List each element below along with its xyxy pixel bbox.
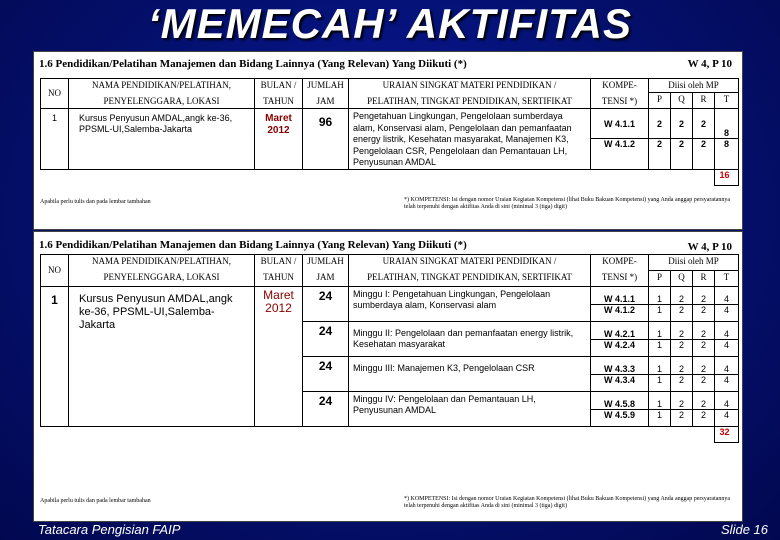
score-q: 2 — [671, 305, 693, 322]
slide-title: ‘MEMECAH’ AKTIFITAS — [147, 0, 633, 47]
score-t: 4 — [715, 322, 739, 340]
header-t: T — [715, 271, 739, 287]
score-r: 2 — [693, 322, 715, 340]
header-diisi: Diisi oleh MP — [649, 79, 739, 93]
row-bulan: Maret 2012 — [255, 109, 303, 170]
header-q: Q — [671, 271, 693, 287]
score-p: 1 — [649, 357, 671, 375]
footer-caption: Tatacara Pengisian FAIP — [38, 522, 181, 537]
kompetensi-code: W 4.5.9 — [591, 410, 649, 427]
training-detail-table — [40, 254, 739, 443]
block-jam: 24 — [303, 357, 349, 392]
score-p: 1 — [649, 287, 671, 305]
score-t: 4 — [715, 357, 739, 375]
score-t: 4 — [715, 410, 739, 427]
score-t: 4 — [715, 392, 739, 410]
score-p: 1 — [649, 305, 671, 322]
header-uraian: URAIAN SINGKAT MATERI PENDIDIKAN / PELATIHAN, TINGKAT PENDIDIKAN, SERTIFIKAT — [349, 255, 591, 287]
score-p: 1 — [649, 322, 671, 340]
header-kompetensi: KOMPE- TENSI *) — [591, 79, 649, 109]
score-p: 1 — [649, 340, 671, 357]
header-bulan: BULAN / TAHUN — [255, 255, 303, 287]
footnote-right: *) KOMPETENSI: Isi dengan nomor Uraian Kegiatan Kompetensi (lihat Buku Bakuan Kompetensi) yang Anda anggap persyaratannya telah terpenuhi dengan aktifitas Anda di sini (minimal 3 (tiga) digit) — [404, 197, 731, 210]
header-r: R — [693, 93, 715, 109]
kompetensi-code: W 4.3.3 — [591, 357, 649, 375]
score-q: 2 — [671, 322, 693, 340]
score-q: 2 — [671, 287, 693, 305]
row-uraian: Pengetahuan Lingkungan, Pengelolaan sumberdaya alam, Konservasi alam, Pengelolaan dan pemanfaatan energy listrik, Kesehatan masyarakat, Manajemen K3, Pengelolaan CSR, Pengelolaan dan Pemantauan LH, Penyusunan AMDAL — [349, 109, 591, 170]
score-r: 2 — [693, 357, 715, 375]
block-jam: 24 — [303, 322, 349, 357]
header-r: R — [693, 271, 715, 287]
score-q: 2 — [671, 357, 693, 375]
footnote-left: Apabila perlu tulis dan pada lembar tambahan — [40, 199, 151, 205]
header-bulan: BULAN / TAHUN — [255, 79, 303, 109]
row-jam: 96 — [303, 109, 349, 170]
kompetensi-code: W 4.1.1 — [591, 287, 649, 305]
training-table — [40, 78, 739, 186]
header-p: P — [649, 93, 671, 109]
score-r: 2 — [693, 392, 715, 410]
section-code: W 4, P 10 — [687, 241, 732, 253]
score-r: 2 — [693, 375, 715, 392]
row-no: 1 — [41, 287, 69, 427]
header-no: NO — [41, 79, 69, 109]
score-t: 4 — [715, 287, 739, 305]
header-t: T — [715, 93, 739, 109]
form-panel-summary — [33, 51, 743, 230]
score-p: 1 — [649, 410, 671, 427]
block-uraian: Minggu II: Pengelolaan dan pemanfaatan energy listrik, Kesehatan masyarakat — [349, 322, 591, 357]
score-t: 8 — [715, 139, 739, 169]
row-nama: Kursus Penyusun AMDAL,angk ke-36, PPSML-UI,Salemba-Jakarta — [69, 109, 255, 170]
header-uraian: URAIAN SINGKAT MATERI PENDIDIKAN / PELATIHAN, TINGKAT PENDIDIKAN, SERTIFIKAT — [349, 79, 591, 109]
header-p: P — [649, 271, 671, 287]
score-r: 2 — [693, 287, 715, 305]
score-q: 2 — [671, 375, 693, 392]
header-no: NO — [41, 255, 69, 287]
score-q: 2 — [671, 392, 693, 410]
row-nama: Kursus Penyusun AMDAL,angk ke-36, PPSML-UI,Salemba-Jakarta — [69, 287, 255, 427]
score-r: 2 — [693, 305, 715, 322]
row-bulan: Maret 2012 — [255, 287, 303, 427]
form-panel-detail — [33, 231, 743, 522]
row-no: 1 — [41, 109, 69, 170]
header-nama: NAMA PENDIDIKAN/PELATIHAN, PENYELENGGARA, LOKASI — [69, 255, 255, 287]
kompetensi-code: W 4.1.2 — [591, 139, 649, 169]
score-p: 1 — [649, 392, 671, 410]
section-code: W 4, P 10 — [687, 58, 732, 70]
footnote-right: *) KOMPETENSI: Isi dengan nomor Uraian Kegiatan Kompetensi (lihat Buku Bakuan Kompetensi) yang Anda anggap persyaratannya telah terpenuhi dengan aktifitas Anda di sini (minimal 3 (tiga) digit) — [404, 496, 731, 509]
total-score: 16 — [715, 169, 739, 185]
section-title: 1.6 Pendidikan/Pelatihan Manajemen dan Bidang Lainnya (Yang Relevan) Yang Diikuti (*) — [39, 239, 467, 251]
header-jumlah: JUMLAH JAM — [303, 255, 349, 287]
score-t: 4 — [715, 340, 739, 357]
score-t: 8 — [715, 109, 739, 139]
slide-number: Slide 16 — [721, 522, 768, 537]
block-uraian: Minggu III: Manajemen K3, Pengelolaan CSR — [349, 357, 591, 392]
score-q: 2 — [671, 139, 693, 169]
score-q: 2 — [671, 410, 693, 427]
header-diisi: Diisi oleh MP — [649, 255, 739, 271]
score-r: 2 — [693, 109, 715, 139]
score-p: 2 — [649, 109, 671, 139]
header-jumlah: JUMLAH JAM — [303, 79, 349, 109]
block-uraian: Minggu I: Pengetahuan Lingkungan, Pengelolaan sumberdaya alam, Konservasi alam — [349, 287, 591, 322]
header-kompetensi: KOMPE- TENSI *) — [591, 255, 649, 287]
kompetensi-code: W 4.2.1 — [591, 322, 649, 340]
score-p: 2 — [649, 139, 671, 169]
kompetensi-code: W 4.1.1 — [591, 109, 649, 139]
total-score: 32 — [715, 427, 739, 443]
block-jam: 24 — [303, 287, 349, 322]
footnote-left: Apabila perlu tulis dan pada lembar tambahan — [40, 498, 151, 504]
score-r: 2 — [693, 410, 715, 427]
score-t: 4 — [715, 375, 739, 392]
kompetensi-code: W 4.3.4 — [591, 375, 649, 392]
header-q: Q — [671, 93, 693, 109]
block-uraian: Minggu IV: Pengelolaan dan Pemantauan LH, Penyusunan AMDAL — [349, 392, 591, 427]
score-q: 2 — [671, 109, 693, 139]
score-r: 2 — [693, 139, 715, 169]
score-p: 1 — [649, 375, 671, 392]
kompetensi-code: W 4.1.2 — [591, 305, 649, 322]
section-title: 1.6 Pendidikan/Pelatihan Manajemen dan Bidang Lainnya (Yang Relevan) Yang Diikuti (*) — [39, 58, 467, 70]
header-nama: NAMA PENDIDIKAN/PELATIHAN, PENYELENGGARA, LOKASI — [69, 79, 255, 109]
block-jam: 24 — [303, 392, 349, 427]
score-q: 2 — [671, 340, 693, 357]
score-t: 4 — [715, 305, 739, 322]
kompetensi-code: W 4.5.8 — [591, 392, 649, 410]
kompetensi-code: W 4.2.4 — [591, 340, 649, 357]
score-r: 2 — [693, 340, 715, 357]
